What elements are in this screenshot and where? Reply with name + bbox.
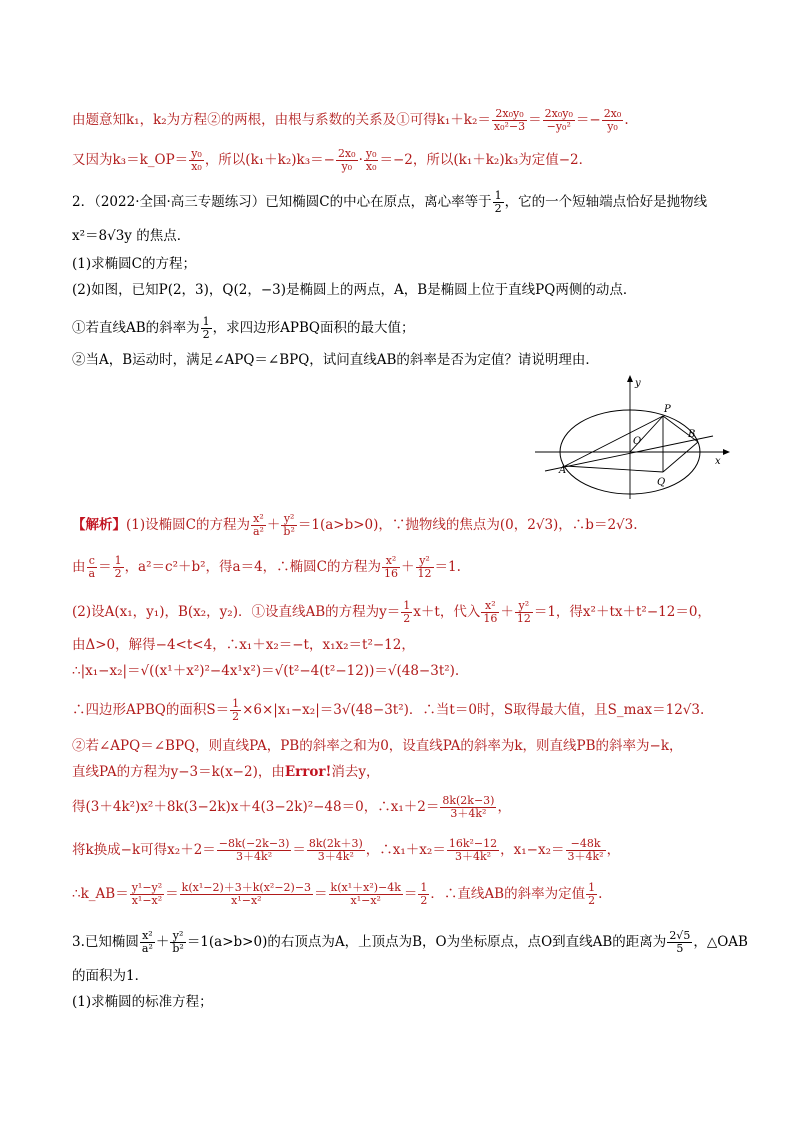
fraction [230, 698, 241, 723]
label-a: A [559, 465, 567, 476]
text: 将k换成−k可得x₂＋2＝ [72, 842, 216, 858]
top-line-1 [72, 108, 732, 133]
text: (2)设A(x₁，y₁)，B(x₂，y₂)．①设直线AB的方程为y＝ [72, 604, 401, 620]
y-axis-arrow [627, 375, 633, 382]
fraction-numerator: 1 [202, 315, 210, 328]
fraction [418, 882, 429, 907]
text: ＝ [314, 886, 328, 902]
text: (1)设椭圆C的方程为 [126, 517, 250, 533]
fraction [543, 108, 575, 133]
text: 又因为k₃＝k_OP＝ [72, 152, 189, 168]
fraction-numerator: 1 [114, 554, 122, 567]
fraction-numerator: x² [140, 930, 155, 943]
text: ＝−2，所以(k₁＋k₂)k₃为定值−2． [379, 152, 593, 168]
fraction [566, 838, 606, 863]
fraction-numerator: y² [515, 600, 533, 613]
text: ＝1(a>b>0)的右顶点为A，上顶点为B，O为坐标原点，点O到直线AB的距离为 [186, 934, 667, 950]
text: 得(3＋4k²)x²＋8k(3−2k)x＋4(3−2k)²−48＝0，∴x₁＋2＝ [72, 799, 440, 815]
text: ＝ [292, 842, 306, 858]
fraction-numerator: 2x₀ [603, 107, 622, 120]
fraction [170, 930, 185, 955]
fraction-numerator: x² [251, 513, 266, 526]
q2-part-1: (1)求椭圆C的方程； [72, 256, 196, 272]
fraction-numerator: 2√5 [669, 929, 691, 942]
fraction-denominator: 2 [494, 202, 502, 215]
fraction-denominator: −y₀² [546, 120, 571, 133]
fraction-numerator: 2x₀y₀ [544, 107, 573, 120]
fraction-denominator: a² [141, 942, 153, 955]
text: ＝1(a>b>0)，∵抛物线的焦点为(0，2√3)，∴b＝2√3. [297, 517, 638, 533]
fraction [113, 555, 124, 580]
text: 2．（2022·全国·高三专题练习）已知椭圆C的中心在原点，离心率等于 [72, 194, 492, 210]
text: ＝ [165, 886, 179, 902]
fraction [307, 838, 365, 863]
text: ＋ [266, 517, 281, 533]
text: ＋ [401, 559, 415, 575]
text: ，求四边形APBQ面积的最大值； [212, 320, 415, 336]
fraction-numerator: y² [416, 555, 434, 568]
fraction-denominator: 3＋4k² [454, 850, 492, 863]
fraction-denominator: 2 [232, 710, 240, 723]
fraction [189, 148, 204, 173]
q2-part-2: (2)如图，已知P(2，3)，Q(2，−3)是椭圆上的两点，A，B是椭圆上位于直线PQ两侧的动点． [72, 282, 637, 298]
fraction [602, 108, 624, 133]
label-q: Q [657, 477, 666, 488]
circle-1: ① [396, 112, 410, 128]
fraction [281, 513, 296, 538]
text: ＋ [155, 934, 170, 950]
text: . [598, 886, 603, 902]
fraction-numerator: k(x¹−2)＋3＋k(x²−2)−3 [181, 881, 312, 894]
text: 3.已知椭圆 [72, 934, 139, 950]
fraction-numerator: 1 [588, 881, 596, 894]
segment-qb [663, 442, 698, 472]
fraction-denominator: 3＋4k² [317, 850, 354, 863]
q3-line-2: 的面积为1． [72, 968, 149, 984]
fraction-denominator: 3＋4k² [236, 850, 273, 863]
text: 由题意知k₁，k₂为方程 [72, 112, 208, 128]
q3-part-1: (1)求椭圆的标准方程； [72, 994, 213, 1010]
analysis-tag: 【解析】 [72, 517, 126, 533]
text: 由 [72, 559, 86, 575]
fraction-denominator: 3＋4k² [567, 850, 604, 863]
fraction [87, 555, 98, 580]
text: ，所以(k₁＋k₂)k₃＝− [204, 152, 335, 168]
text: ，∴x₁＋x₂＝ [365, 842, 446, 858]
fraction-denominator: 5 [676, 942, 684, 955]
label-y: y [635, 378, 641, 389]
solution-line-8 [72, 762, 732, 782]
circle-2: ② [207, 112, 221, 128]
fraction [180, 882, 313, 907]
fraction-denominator: x₀ [365, 160, 377, 173]
text: ，它的一个短轴端点恰好是抛物线 [504, 194, 708, 210]
fraction [492, 108, 527, 133]
fraction [481, 600, 499, 625]
q2-part-2-1 [72, 316, 732, 341]
fraction-denominator: a [88, 567, 96, 580]
fraction-denominator: 2 [114, 567, 122, 580]
fraction-numerator: 1 [420, 881, 428, 894]
text: ∴四边形APBQ的面积S＝ [72, 702, 230, 718]
fraction [364, 148, 379, 173]
fraction-numerator: 8k(2k−3) [442, 794, 495, 807]
text: 的两根，由根与系数的关系及 [220, 112, 397, 128]
fraction [401, 600, 412, 625]
fraction [586, 882, 597, 907]
fraction-numerator: y₀ [191, 147, 202, 160]
fraction-denominator: 16 [483, 612, 498, 625]
text: ．∴直线AB的斜率为定值 [430, 886, 586, 902]
text: ， [497, 799, 511, 815]
text: 消去y， [331, 764, 380, 780]
q2-line-2: x²＝8√3y 的焦点． [72, 228, 191, 244]
text: ＝1. [434, 559, 461, 575]
solution-line-6 [72, 698, 732, 723]
text: ＝− [575, 112, 601, 128]
solution-line-5: ∴|x₁−x₂|＝√((x¹＋x²)²−4x¹x²)＝√(t²−4(t²−12))＝√(48−3t²). [72, 663, 460, 679]
solution-line-10 [72, 838, 732, 863]
error-marker: Error! [284, 764, 332, 780]
fraction [493, 190, 504, 215]
solution-line-3 [72, 600, 732, 625]
fraction-numerator: 16k²−12 [448, 837, 498, 850]
x-axis-arrow [723, 449, 730, 455]
fraction-numerator: 1 [232, 697, 240, 710]
label-p: P [664, 404, 671, 415]
fraction-denominator: x₀²−3 [493, 120, 526, 133]
fraction-denominator: 2 [588, 894, 596, 907]
fraction [251, 513, 266, 538]
fraction [217, 838, 292, 863]
label-b: B [688, 429, 696, 440]
text: 可得k₁＋k₂＝ [409, 112, 491, 128]
text: ＝ [98, 559, 112, 575]
fraction-numerator: 1 [494, 189, 502, 202]
text: ，△OAB [693, 934, 748, 950]
fraction-numerator: y² [281, 513, 296, 526]
label-o: O [633, 436, 642, 447]
text: x＋t，代入 [413, 604, 481, 620]
fraction [440, 795, 496, 820]
solution-line-7: ②若∠APQ＝∠BPQ，则直线PA，PB的斜率之和为0，设直线PA的斜率为k，则直线PB的斜率为−k， [72, 738, 683, 754]
fraction-denominator: 12 [516, 612, 531, 625]
fraction-denominator: 2 [202, 328, 210, 341]
fraction [382, 555, 400, 580]
label-x: x [715, 456, 721, 467]
fraction-numerator: k(x¹＋x²)−4k [330, 881, 401, 894]
text: · [358, 152, 363, 168]
text: ①若直线AB的斜率为 [72, 320, 200, 336]
fraction-denominator: a² [252, 525, 264, 538]
segment-aq [565, 466, 663, 472]
fraction-denominator: x¹−x² [350, 894, 381, 907]
fraction-numerator: x² [382, 555, 400, 568]
fraction-denominator: x₀ [191, 160, 202, 173]
fraction-denominator: 16 [384, 567, 399, 580]
line-ab [545, 436, 713, 471]
fraction-numerator: 2x₀ [337, 147, 356, 160]
solution-line-2 [72, 555, 732, 580]
text: ＝1，得x²＋tx＋t²−12＝0， [533, 604, 711, 620]
text: ＝ [528, 112, 542, 128]
fraction [416, 555, 434, 580]
fraction [201, 316, 212, 341]
text: ＝ [403, 886, 418, 902]
fraction-numerator: 8k(2k＋3) [308, 837, 363, 850]
fraction-denominator: 2 [420, 894, 428, 907]
fraction-denominator: 12 [417, 567, 432, 580]
text: ∴k_AB＝ [72, 886, 129, 902]
solution-line-11 [72, 882, 732, 907]
fraction-denominator: 3＋4k² [450, 807, 487, 820]
fraction-numerator: 1 [403, 599, 411, 612]
fraction [130, 882, 164, 907]
fraction-numerator: c [87, 555, 98, 568]
text: ＋ [500, 604, 514, 620]
fraction [667, 930, 692, 955]
fraction-numerator: y² [170, 930, 185, 943]
fraction-numerator: 2x₀y₀ [492, 108, 527, 121]
fraction [336, 148, 358, 173]
text: ，a²＝c²＋b²，得a＝4，∴椭圆C的方程为 [124, 559, 382, 575]
fraction-denominator: y₀ [607, 120, 618, 133]
q2-line-1 [72, 190, 732, 215]
fraction-denominator: x¹−x² [231, 894, 262, 907]
solution-line-4: 由Δ>0，解得−4<t<4，∴x₁＋x₂＝−t，x₁x₂＝t²−12， [72, 637, 415, 653]
fraction [447, 838, 499, 863]
q3-line-1 [72, 929, 748, 955]
fraction-numerator: y₀ [365, 147, 377, 160]
text: ×6×|x₁−x₂|＝3√(48−3t²)．∴当t＝0时，S取得最大值，且S_max＝12√3. [242, 702, 705, 718]
q2-part-2-2: ②当A，B运动时，满足∠APQ＝∠BPQ，试问直线AB的斜率是否为定值？请说明理由． [72, 352, 599, 368]
fraction-denominator: 2 [403, 612, 411, 625]
fraction-denominator: x¹−x² [131, 894, 163, 907]
segment-ap [565, 416, 663, 466]
fraction-numerator: y¹−y² [131, 881, 163, 894]
text: ， [606, 842, 621, 858]
text: 直线PA的方程为y−3＝k(x−2)，由 [72, 764, 285, 780]
fraction [329, 882, 403, 907]
text: ，x₁−x₂＝ [500, 842, 565, 858]
solution-line-9 [72, 795, 732, 820]
solution-line-1 [72, 513, 732, 538]
ellipse-figure [535, 374, 730, 499]
fraction-numerator: −8k(−2k−3) [218, 837, 290, 850]
fraction-denominator: y₀ [341, 160, 353, 173]
fraction [140, 930, 155, 955]
fraction-denominator: b² [172, 942, 184, 955]
fraction-denominator: b² [283, 525, 295, 538]
text: . [624, 112, 629, 128]
fraction [515, 600, 533, 625]
fraction-numerator: −48k [566, 838, 606, 851]
top-line-2 [72, 148, 732, 173]
fraction-numerator: x² [481, 600, 499, 613]
